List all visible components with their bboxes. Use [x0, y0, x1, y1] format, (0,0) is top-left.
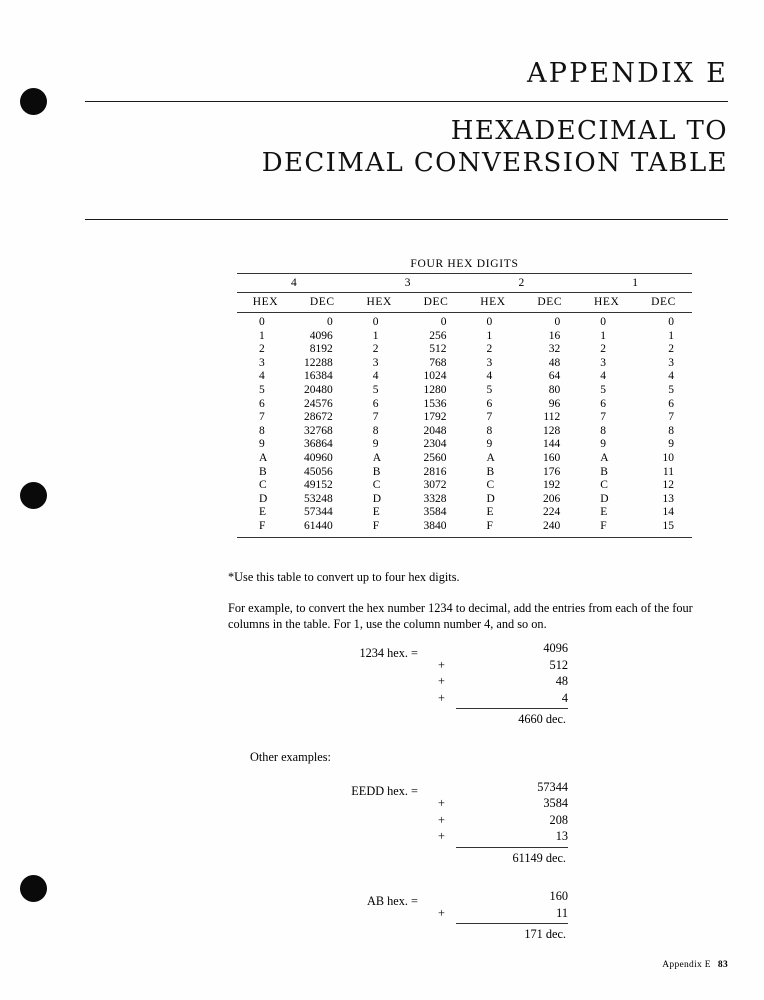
table-cell-hex: 9 [259, 438, 265, 451]
table-cell-dec: 128 [543, 424, 561, 437]
table-row [237, 493, 692, 507]
table-cell-dec: 36864 [304, 438, 333, 451]
table-cell-dec: 160 [543, 451, 561, 464]
table-cell-dec: 144 [543, 438, 561, 451]
table-cell-dec: 45056 [304, 465, 333, 478]
example-label: 1234 hex. = [359, 645, 418, 660]
table-row [237, 479, 692, 493]
table-cell-hex: 2 [372, 343, 379, 356]
table-cell-dec: 61440 [304, 519, 333, 532]
table-cell-hex: 3 [372, 356, 379, 369]
table-row [237, 425, 692, 439]
table-column-header: DEC [309, 296, 335, 308]
table-cell-hex: D [259, 492, 268, 505]
example-operator [438, 779, 464, 796]
margin-registration-dot [20, 875, 47, 902]
page-footer [662, 960, 728, 970]
table-row [237, 343, 692, 357]
example-total: 61149 dec. [512, 850, 566, 865]
table-footnote: *Use this table to convert up to four hex digits. [228, 570, 460, 584]
table-row [237, 466, 692, 480]
example-sum-column [438, 888, 568, 943]
table-cell-dec: 53248 [304, 492, 333, 505]
table-cell-hex: E [372, 506, 380, 519]
header-divider-bottom [85, 219, 728, 220]
table-cell-dec: 1024 [423, 370, 447, 383]
table-cell-dec: 0 [668, 316, 674, 328]
example-addend-value: 3584 [543, 796, 568, 810]
example-addend-line [438, 657, 568, 674]
table-cell-hex: 6 [259, 397, 265, 410]
table-cell-hex: 7 [600, 411, 606, 424]
table-cell-hex: B [600, 465, 608, 478]
table-cell-dec: 2560 [423, 451, 447, 464]
example-addend-line [438, 828, 568, 845]
table-group-header-row [237, 274, 692, 292]
table-cell-hex: 5 [486, 383, 493, 396]
table-column-header: HEX [252, 296, 279, 308]
table-cell-hex: 4 [486, 370, 493, 383]
example-total: 4660 dec. [518, 712, 566, 726]
table-cell-dec: 16 [548, 329, 561, 342]
table-cell-dec: 48 [548, 356, 561, 369]
example-addend-value: 11 [556, 905, 568, 920]
table-cell-dec: 28672 [304, 411, 333, 424]
table-row [237, 357, 692, 371]
table-row [237, 520, 692, 534]
example-total: 171 dec. [524, 927, 566, 941]
example-row [228, 640, 648, 728]
table-cell-dec: 2304 [423, 438, 447, 451]
table-body [237, 313, 692, 534]
table-cell-hex: 4 [600, 370, 606, 383]
example-sum-column [438, 779, 568, 867]
table-cell-hex: 3 [600, 356, 606, 369]
example-operator: + [438, 796, 445, 810]
table-cell-hex: 5 [259, 383, 265, 396]
example-addend-line [438, 640, 568, 657]
table-cell-hex: 0 [372, 316, 379, 328]
table-cell-hex: F [486, 519, 493, 532]
table-cell-dec: 1792 [423, 411, 447, 424]
table-cell-hex: 9 [372, 438, 379, 451]
table-cell-dec: 32768 [304, 424, 333, 437]
table-cell-dec: 768 [429, 356, 447, 369]
table-cell-dec: 80 [548, 383, 561, 396]
other-examples-label: Other examples: [250, 749, 331, 764]
table-cell-hex: A [486, 451, 495, 464]
table-cell-dec: 11 [662, 465, 674, 478]
table-cell-hex: D [600, 492, 609, 505]
table-row [237, 438, 692, 452]
table-cell-hex: D [486, 492, 495, 505]
table-cell-dec: 1536 [423, 397, 447, 410]
table-cell-hex: 0 [600, 316, 606, 328]
example-addend-line [438, 795, 568, 812]
example-operator: + [438, 812, 445, 827]
table-cell-hex: 1 [372, 329, 379, 342]
worked-examples [228, 640, 648, 943]
table-cell-dec: 16384 [304, 370, 333, 383]
table-cell-hex: A [600, 451, 609, 464]
table-row [237, 370, 692, 384]
example-addend-value: 512 [549, 657, 568, 672]
example-operator: + [438, 905, 445, 920]
margin-registration-dot [20, 88, 47, 115]
table-cell-hex: F [372, 519, 380, 532]
table-cell-dec: 3072 [423, 479, 447, 492]
table-cell-dec: 4096 [309, 329, 333, 342]
example-intro-paragraph: For example, to convert the hex number 1234 to decimal, add the entries from each of the four columns in the table. For 1, use the column number 4, and so on. [228, 601, 693, 631]
page-title [85, 115, 728, 179]
table-column-header: DEC [651, 296, 676, 308]
page-title-line-1: HEXADECIMAL TO [450, 116, 728, 146]
example-addend-value: 4 [561, 690, 568, 705]
table-group-header: 4 [291, 277, 297, 289]
table-column-header: DEC [537, 296, 563, 308]
table-cell-hex: 9 [486, 438, 493, 451]
table-row [237, 398, 692, 412]
table-row [237, 316, 692, 330]
table-cell-dec: 8 [668, 424, 674, 437]
table-cell-hex: 5 [600, 383, 606, 396]
table-cell-dec: 57344 [304, 506, 333, 519]
example-addend-line [438, 673, 568, 690]
table-cell-hex: 4 [372, 370, 379, 383]
table-cell-dec: 176 [543, 465, 561, 478]
table-cell-hex: B [259, 465, 267, 478]
example-operator: + [438, 829, 445, 843]
example-addend-line [438, 779, 568, 796]
table-row [237, 330, 692, 344]
table-cell-hex: 7 [372, 411, 379, 424]
table-column-header-row [237, 293, 692, 312]
table-cell-hex: 6 [486, 397, 493, 410]
table-cell-dec: 512 [429, 343, 447, 356]
table-group-header: 2 [518, 277, 525, 289]
table-cell-hex: 2 [486, 343, 493, 356]
table-row [237, 411, 692, 425]
table-cell-dec: 24576 [304, 397, 333, 410]
table-cell-dec: 0 [440, 316, 447, 328]
example-addend-value: 4096 [543, 641, 568, 655]
example-addend-value: 13 [555, 829, 568, 843]
table-cell-dec: 2816 [423, 465, 447, 478]
table-cell-dec: 2048 [423, 424, 447, 437]
example-addend-line [438, 812, 568, 829]
table-cell-hex: 7 [486, 411, 493, 424]
example-label: AB hex. = [367, 893, 418, 908]
example-operator [438, 640, 464, 657]
table-cell-hex: F [600, 519, 607, 532]
table-cell-hex: 1 [486, 329, 493, 342]
table-column-header: HEX [366, 296, 392, 308]
table-cell-hex: 2 [259, 343, 265, 356]
table-cell-hex: A [259, 451, 268, 464]
table-cell-dec: 14 [662, 506, 674, 519]
page-title-line-2: DECIMAL CONVERSION TABLE [261, 148, 728, 178]
table-cell-hex: 6 [600, 397, 606, 410]
margin-registration-dot [20, 482, 47, 509]
table-cell-dec: 12288 [304, 356, 333, 369]
example-addend-value: 208 [549, 812, 568, 827]
example-operator [438, 888, 464, 905]
table-cell-dec: 192 [543, 479, 561, 492]
table-column-header: HEX [593, 296, 620, 308]
table-group-header: 1 [632, 277, 638, 289]
table-cell-hex: A [372, 451, 382, 464]
example-label: EEDD hex. = [351, 784, 418, 798]
table-cell-hex: C [372, 479, 381, 492]
table-cell-hex: B [372, 465, 381, 478]
table-cell-hex: 5 [372, 383, 379, 396]
table-cell-dec: 1280 [423, 383, 447, 396]
table-cell-hex: C [486, 479, 495, 492]
table-cell-dec: 2 [668, 343, 674, 356]
table-row [237, 384, 692, 398]
table-cell-hex: 1 [259, 329, 265, 342]
table-cell-dec: 0 [327, 316, 333, 328]
example-addend-value: 48 [555, 674, 568, 688]
table-cell-hex: 3 [259, 356, 265, 369]
example-addend-line [438, 690, 568, 707]
table-cell-dec: 6 [668, 397, 674, 410]
example-operator: + [438, 657, 445, 672]
table-cell-hex: D [372, 492, 382, 505]
table-cell-dec: 3584 [423, 506, 447, 519]
table-row [237, 452, 692, 466]
table-cell-dec: 9 [668, 438, 674, 451]
table-rule-bottom [237, 537, 692, 538]
example-operator: + [438, 690, 445, 705]
table-cell-dec: 206 [543, 492, 561, 505]
example-block [228, 888, 648, 943]
table-cell-dec: 112 [543, 411, 561, 424]
header-divider-top [85, 101, 728, 102]
table-cell-hex: 9 [600, 438, 606, 451]
table-cell-hex: 8 [372, 424, 379, 437]
table-cell-dec: 8192 [309, 343, 333, 356]
table-cell-hex: 7 [259, 411, 265, 424]
table-cell-dec: 20480 [304, 383, 333, 396]
footer-appendix-label: Appendix E [662, 960, 711, 970]
example-addend-line [438, 905, 568, 922]
example-sum-rule [456, 923, 568, 924]
table-cell-hex: F [259, 519, 266, 532]
table-cell-hex: 6 [372, 397, 379, 410]
table-cell-hex: 1 [600, 329, 606, 342]
table-cell-hex: E [600, 506, 608, 519]
table-cell-hex: C [600, 479, 608, 492]
table-cell-dec: 240 [543, 519, 561, 532]
example-sum-rule [456, 708, 568, 709]
table-cell-hex: E [486, 506, 494, 519]
table-caption: FOUR HEX DIGITS [410, 258, 519, 270]
table-column-header: DEC [423, 296, 449, 308]
example-block [228, 779, 648, 867]
table-cell-hex: 3 [486, 356, 493, 369]
example-addend-value: 160 [549, 889, 568, 903]
hex-to-decimal-table [237, 258, 692, 538]
example-row [228, 888, 648, 943]
table-cell-hex: 8 [259, 424, 265, 437]
table-cell-dec: 10 [662, 451, 674, 464]
example-block [228, 640, 648, 728]
table-cell-hex: 0 [486, 316, 493, 328]
appendix-label: APPENDIX E [527, 58, 728, 89]
example-operator: + [438, 674, 445, 688]
table-cell-hex: 8 [600, 424, 606, 437]
table-cell-hex: C [259, 479, 267, 492]
table-cell-dec: 1 [668, 329, 674, 342]
table-cell-dec: 40960 [304, 451, 333, 464]
example-row [228, 779, 648, 867]
table-cell-hex: 8 [486, 424, 493, 437]
table-cell-dec: 3840 [423, 519, 447, 532]
table-cell-dec: 3328 [423, 492, 447, 505]
table-cell-hex: 4 [259, 370, 265, 383]
table-cell-hex: E [259, 506, 267, 519]
table-cell-dec: 49152 [304, 479, 333, 492]
example-sum-rule [456, 847, 568, 848]
table-cell-dec: 5 [668, 383, 674, 396]
example-addend-value: 57344 [537, 779, 568, 794]
table-column-header: HEX [480, 296, 506, 308]
table-cell-dec: 15 [662, 519, 674, 532]
table-cell-dec: 12 [662, 479, 674, 492]
table-cell-hex: 2 [600, 343, 606, 356]
example-sum-column [438, 640, 568, 728]
table-cell-dec: 96 [548, 397, 561, 410]
table-cell-dec: 64 [548, 370, 561, 383]
table-group-header: 3 [404, 277, 411, 289]
table-cell-dec: 32 [548, 343, 561, 356]
footer-page-number: 83 [717, 960, 728, 970]
table-cell-dec: 224 [543, 506, 561, 519]
table-row [237, 506, 692, 520]
table-cell-dec: 7 [668, 411, 674, 424]
example-addend-line [438, 888, 568, 905]
table-cell-dec: 3 [668, 356, 674, 369]
table-cell-hex: B [486, 465, 495, 478]
table-cell-hex: 0 [259, 316, 265, 328]
table-cell-dec: 256 [429, 329, 447, 342]
table-cell-dec: 4 [668, 370, 674, 383]
table-cell-dec: 0 [554, 316, 561, 328]
table-cell-dec: 13 [662, 492, 674, 505]
